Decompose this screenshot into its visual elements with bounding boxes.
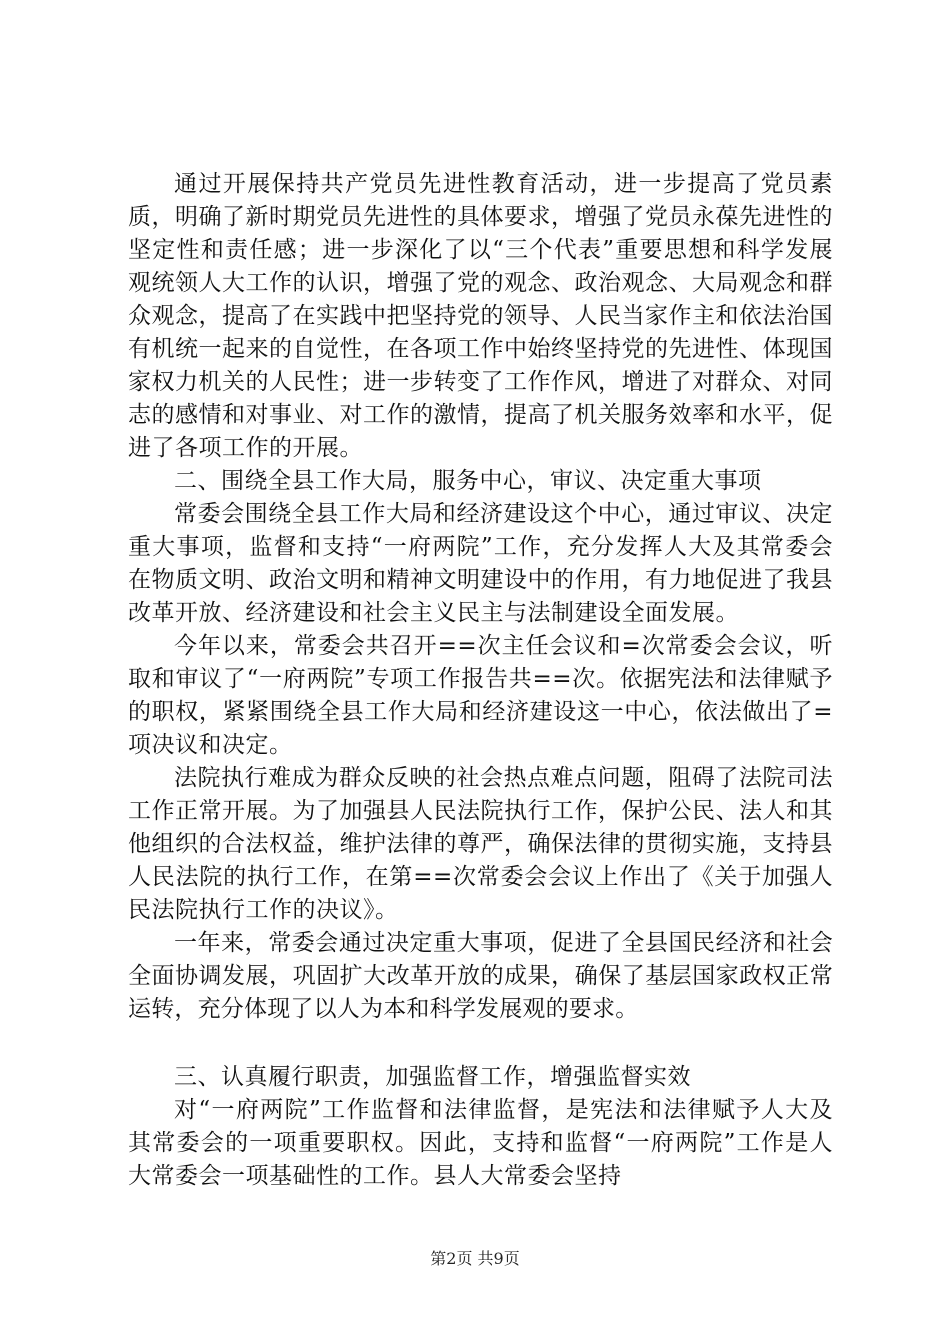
- paragraph-party-education: 通过开展保持共产党员先进性教育活动，进一步提高了党员素质，明确了新时期党员先进性的具体要求，增强了党员永葆先进性的坚定性和责任感；进一步深化了以“三个代表”重要思想和科学发展观统领人大工作的认识，增强了党的观念、政治观念、大局观念和群众观念，提高了在实践中把坚持党的领导、人民当家作主和依法治国有机统一起来的自觉性，在各项工作中始终坚持党的先进性、体现国家权力机关的人民性；进一步转变了工作作风，增进了对群众、对同志的感情和对事业、对工作的激情，提高了机关服务效率和水平，促进了各项工作的开展。: [128, 171, 833, 461]
- section-heading-2: 二、围绕全县工作大局，服务中心，审议、决定重大事项: [174, 468, 762, 494]
- paragraph-court-execution: 法院执行难成为群众反映的社会热点难点问题，阻碍了法院司法工作正常开展。为了加强县人民法院执行工作，保护公民、法人和其他组织的合法权益，维护法律的尊严，确保法律的贯彻实施，支持县人民法院的执行工作，在第==次常委会会议上作出了《关于加强人民法院执行工作的决议》。: [128, 765, 833, 923]
- paragraph-supervision: 对“一府两院”工作监督和法律监督，是宪法和法律赋予人大及其常委会的一项重要职权。因此，支持和监督“一府两院”工作是人大常委会一项基础性的工作。县人大常委会坚持: [128, 1097, 833, 1189]
- page-number-footer: 第2页 共9页: [430, 1249, 520, 1268]
- paragraph-meetings: 今年以来，常委会共召开==次主任会议和=次常委会会议，听取和审议了“一府两院”专项工作报告共==次。依据宪法和法律赋予的职权，紧紧围绕全县工作大局和经济建设这一中心，依法做出了=项决议和决定。: [128, 633, 833, 758]
- paragraph-year-summary: 一年来，常委会通过决定重大事项，促进了全县国民经济和社会全面协调发展，巩固扩大改革开放的成果，确保了基层国家政权正常运转，充分体现了以人为本和科学发展观的要求。: [128, 930, 833, 1022]
- section-heading-3: 三、认真履行职责，加强监督工作，增强监督实效: [174, 1064, 691, 1090]
- paragraph-major-matters: 常委会围绕全县工作大局和经济建设这个中心，通过审议、决定重大事项，监督和支持“一府两院”工作，充分发挥人大及其常委会在物质文明、政治文明和精神文明建设中的作用，有力地促进了我县改革开放、经济建设和社会主义民主与法制建设全面发展。: [128, 501, 833, 626]
- document-body: [128, 168, 833, 1193]
